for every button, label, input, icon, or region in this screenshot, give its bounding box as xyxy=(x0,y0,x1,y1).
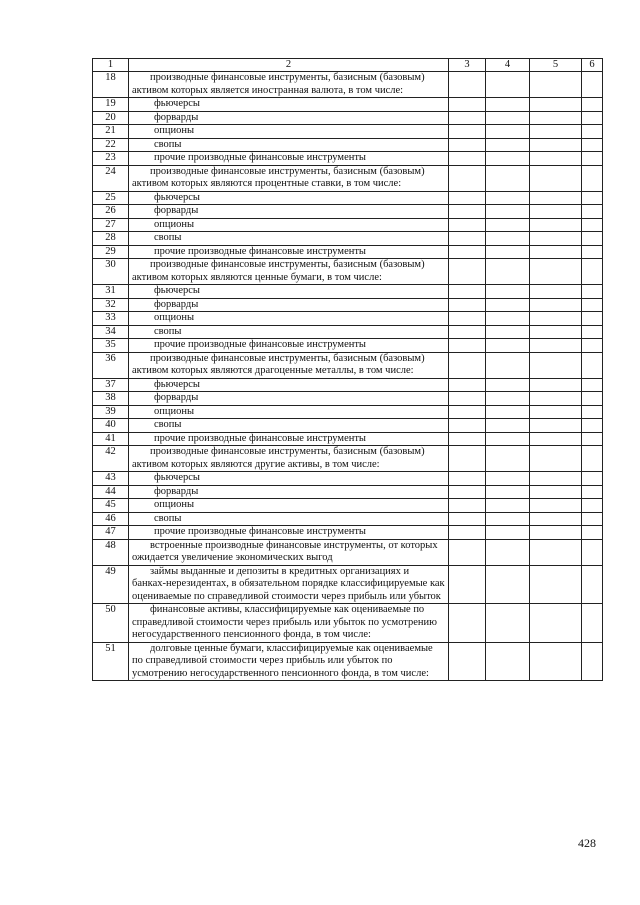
table-row xyxy=(93,72,603,98)
value-cell-col-5 xyxy=(530,191,582,205)
table-row xyxy=(93,152,603,166)
value-cell-col-5 xyxy=(530,232,582,246)
value-cell-col-6 xyxy=(582,111,603,125)
row-description: опционы xyxy=(129,405,449,419)
table-row xyxy=(93,392,603,406)
table-row xyxy=(93,512,603,526)
header-col-1: 1 xyxy=(93,59,129,72)
table-row xyxy=(93,232,603,246)
value-cell-col-3 xyxy=(449,152,486,166)
value-cell-col-5 xyxy=(530,565,582,604)
row-number: 22 xyxy=(93,138,129,152)
value-cell-col-5 xyxy=(530,152,582,166)
table-row xyxy=(93,565,603,604)
table-row xyxy=(93,285,603,299)
value-cell-col-6 xyxy=(582,218,603,232)
value-cell-col-5 xyxy=(530,642,582,681)
row-description: прочие производные финансовые инструменты xyxy=(129,245,449,259)
value-cell-col-5 xyxy=(530,98,582,112)
value-cell-col-3 xyxy=(449,352,486,378)
value-cell-col-4 xyxy=(486,298,530,312)
value-cell-col-5 xyxy=(530,419,582,433)
value-cell-col-3 xyxy=(449,539,486,565)
value-cell-col-3 xyxy=(449,565,486,604)
row-number: 23 xyxy=(93,152,129,166)
row-number: 24 xyxy=(93,165,129,191)
value-cell-col-5 xyxy=(530,352,582,378)
table-row xyxy=(93,472,603,486)
row-description: финансовые активы, классифицируемые как оцениваемые по справедливой стоимости через прибыль или убыток по усмотрению негосударственного пенсионного фонда, в том числе: xyxy=(129,604,449,643)
row-number: 43 xyxy=(93,472,129,486)
row-description: встроенные производные финансовые инструменты, от которых ожидается увеличение экономических выгод xyxy=(129,539,449,565)
value-cell-col-3 xyxy=(449,232,486,246)
table-row xyxy=(93,352,603,378)
document-table xyxy=(92,58,603,681)
value-cell-col-5 xyxy=(530,298,582,312)
table-row xyxy=(93,205,603,219)
row-description: долговые ценные бумаги, классифицируемые как оцениваемые по справедливой стоимости через прибыль или убыток по усмотрению негосударственного пенсионного фонда, в том числе: xyxy=(129,642,449,681)
value-cell-col-4 xyxy=(486,232,530,246)
value-cell-col-6 xyxy=(582,72,603,98)
header-col-6: 6 xyxy=(582,59,603,72)
table-row xyxy=(93,432,603,446)
row-description: форварды xyxy=(129,485,449,499)
value-cell-col-4 xyxy=(486,378,530,392)
row-description: прочие производные финансовые инструменты xyxy=(129,432,449,446)
row-description: форварды xyxy=(129,298,449,312)
value-cell-col-3 xyxy=(449,472,486,486)
value-cell-col-4 xyxy=(486,405,530,419)
value-cell-col-4 xyxy=(486,165,530,191)
row-description: свопы xyxy=(129,138,449,152)
row-number: 29 xyxy=(93,245,129,259)
row-number: 35 xyxy=(93,339,129,353)
value-cell-col-3 xyxy=(449,512,486,526)
value-cell-col-4 xyxy=(486,312,530,326)
value-cell-col-6 xyxy=(582,604,603,643)
value-cell-col-6 xyxy=(582,405,603,419)
row-number: 33 xyxy=(93,312,129,326)
value-cell-col-6 xyxy=(582,232,603,246)
row-number: 41 xyxy=(93,432,129,446)
header-col-4: 4 xyxy=(486,59,530,72)
value-cell-col-5 xyxy=(530,539,582,565)
value-cell-col-3 xyxy=(449,642,486,681)
row-number: 46 xyxy=(93,512,129,526)
value-cell-col-6 xyxy=(582,298,603,312)
table-row xyxy=(93,312,603,326)
row-number: 45 xyxy=(93,499,129,513)
row-number: 28 xyxy=(93,232,129,246)
table-row xyxy=(93,325,603,339)
row-number: 44 xyxy=(93,485,129,499)
value-cell-col-6 xyxy=(582,138,603,152)
table-row xyxy=(93,111,603,125)
table-row xyxy=(93,526,603,540)
value-cell-col-6 xyxy=(582,191,603,205)
value-cell-col-4 xyxy=(486,245,530,259)
value-cell-col-5 xyxy=(530,218,582,232)
value-cell-col-5 xyxy=(530,111,582,125)
table-row xyxy=(93,125,603,139)
table-row xyxy=(93,98,603,112)
value-cell-col-6 xyxy=(582,472,603,486)
value-cell-col-3 xyxy=(449,485,486,499)
value-cell-col-5 xyxy=(530,138,582,152)
row-description: опционы xyxy=(129,312,449,326)
row-number: 38 xyxy=(93,392,129,406)
value-cell-col-5 xyxy=(530,312,582,326)
value-cell-col-3 xyxy=(449,98,486,112)
table-row xyxy=(93,245,603,259)
row-description: фьючерсы xyxy=(129,472,449,486)
row-number: 18 xyxy=(93,72,129,98)
row-number: 47 xyxy=(93,526,129,540)
value-cell-col-6 xyxy=(582,432,603,446)
value-cell-col-6 xyxy=(582,165,603,191)
row-description: фьючерсы xyxy=(129,191,449,205)
row-description: свопы xyxy=(129,419,449,433)
row-description: форварды xyxy=(129,205,449,219)
value-cell-col-3 xyxy=(449,111,486,125)
value-cell-col-4 xyxy=(486,642,530,681)
value-cell-col-5 xyxy=(530,446,582,472)
row-description: прочие производные финансовые инструменты xyxy=(129,526,449,540)
value-cell-col-4 xyxy=(486,392,530,406)
row-description: фьючерсы xyxy=(129,98,449,112)
row-number: 40 xyxy=(93,419,129,433)
value-cell-col-6 xyxy=(582,499,603,513)
row-number: 25 xyxy=(93,191,129,205)
row-number: 49 xyxy=(93,565,129,604)
row-number: 37 xyxy=(93,378,129,392)
value-cell-col-5 xyxy=(530,378,582,392)
header-col-5: 5 xyxy=(530,59,582,72)
header-col-2: 2 xyxy=(129,59,449,72)
row-description: свопы xyxy=(129,232,449,246)
row-number: 42 xyxy=(93,446,129,472)
table-body xyxy=(93,59,603,681)
row-description: форварды xyxy=(129,111,449,125)
table-row xyxy=(93,339,603,353)
value-cell-col-5 xyxy=(530,512,582,526)
value-cell-col-4 xyxy=(486,138,530,152)
table-row xyxy=(93,191,603,205)
row-description: производные финансовые инструменты, базисным (базовым) активом которых являются ценные бумаги, в том числе: xyxy=(129,259,449,285)
value-cell-col-4 xyxy=(486,191,530,205)
value-cell-col-6 xyxy=(582,446,603,472)
value-cell-col-6 xyxy=(582,312,603,326)
row-number: 21 xyxy=(93,125,129,139)
row-description: свопы xyxy=(129,512,449,526)
row-description: производные финансовые инструменты, базисным (базовым) активом которых являются другие активы, в том числе: xyxy=(129,446,449,472)
value-cell-col-4 xyxy=(486,446,530,472)
page-number: 428 xyxy=(578,836,596,850)
row-number: 20 xyxy=(93,111,129,125)
table-row xyxy=(93,165,603,191)
table-row xyxy=(93,138,603,152)
row-description: прочие производные финансовые инструменты xyxy=(129,339,449,353)
row-number: 36 xyxy=(93,352,129,378)
value-cell-col-4 xyxy=(486,111,530,125)
value-cell-col-5 xyxy=(530,604,582,643)
value-cell-col-5 xyxy=(530,245,582,259)
table-row xyxy=(93,642,603,681)
row-description: производные финансовые инструменты, базисным (базовым) активом которых являются процентные ставки, в том числе: xyxy=(129,165,449,191)
value-cell-col-3 xyxy=(449,499,486,513)
value-cell-col-6 xyxy=(582,245,603,259)
row-number: 26 xyxy=(93,205,129,219)
row-description: свопы xyxy=(129,325,449,339)
value-cell-col-6 xyxy=(582,352,603,378)
table-row xyxy=(93,499,603,513)
value-cell-col-4 xyxy=(486,526,530,540)
value-cell-col-4 xyxy=(486,152,530,166)
value-cell-col-3 xyxy=(449,432,486,446)
value-cell-col-6 xyxy=(582,642,603,681)
row-number: 27 xyxy=(93,218,129,232)
value-cell-col-5 xyxy=(530,325,582,339)
value-cell-col-6 xyxy=(582,392,603,406)
value-cell-col-4 xyxy=(486,604,530,643)
table-row xyxy=(93,218,603,232)
table-row xyxy=(93,419,603,433)
value-cell-col-3 xyxy=(449,419,486,433)
value-cell-col-5 xyxy=(530,339,582,353)
value-cell-col-3 xyxy=(449,325,486,339)
value-cell-col-6 xyxy=(582,419,603,433)
value-cell-col-3 xyxy=(449,604,486,643)
value-cell-col-3 xyxy=(449,392,486,406)
value-cell-col-5 xyxy=(530,485,582,499)
value-cell-col-4 xyxy=(486,499,530,513)
value-cell-col-4 xyxy=(486,325,530,339)
value-cell-col-3 xyxy=(449,245,486,259)
table-row xyxy=(93,259,603,285)
value-cell-col-4 xyxy=(486,472,530,486)
header-row xyxy=(93,59,603,72)
value-cell-col-3 xyxy=(449,259,486,285)
value-cell-col-6 xyxy=(582,152,603,166)
value-cell-col-3 xyxy=(449,526,486,540)
row-number: 32 xyxy=(93,298,129,312)
value-cell-col-5 xyxy=(530,72,582,98)
row-description: опционы xyxy=(129,218,449,232)
value-cell-col-5 xyxy=(530,499,582,513)
value-cell-col-5 xyxy=(530,165,582,191)
table-row xyxy=(93,539,603,565)
table-row xyxy=(93,485,603,499)
header-col-3: 3 xyxy=(449,59,486,72)
value-cell-col-3 xyxy=(449,298,486,312)
row-description: опционы xyxy=(129,125,449,139)
row-description: производные финансовые инструменты, базисным (базовым) активом которых являются драгоценные металлы, в том числе: xyxy=(129,352,449,378)
value-cell-col-4 xyxy=(486,352,530,378)
row-number: 48 xyxy=(93,539,129,565)
value-cell-col-6 xyxy=(582,259,603,285)
value-cell-col-6 xyxy=(582,98,603,112)
value-cell-col-5 xyxy=(530,125,582,139)
row-number: 51 xyxy=(93,642,129,681)
value-cell-col-5 xyxy=(530,526,582,540)
table-row xyxy=(93,378,603,392)
value-cell-col-3 xyxy=(449,205,486,219)
value-cell-col-4 xyxy=(486,539,530,565)
value-cell-col-6 xyxy=(582,378,603,392)
value-cell-col-3 xyxy=(449,312,486,326)
row-description: фьючерсы xyxy=(129,378,449,392)
value-cell-col-4 xyxy=(486,339,530,353)
row-description: опционы xyxy=(129,499,449,513)
value-cell-col-3 xyxy=(449,138,486,152)
value-cell-col-4 xyxy=(486,218,530,232)
row-description: фьючерсы xyxy=(129,285,449,299)
value-cell-col-6 xyxy=(582,325,603,339)
value-cell-col-6 xyxy=(582,285,603,299)
value-cell-col-3 xyxy=(449,405,486,419)
row-description: форварды xyxy=(129,392,449,406)
value-cell-col-4 xyxy=(486,432,530,446)
value-cell-col-3 xyxy=(449,125,486,139)
value-cell-col-5 xyxy=(530,392,582,406)
value-cell-col-4 xyxy=(486,72,530,98)
value-cell-col-5 xyxy=(530,432,582,446)
value-cell-col-4 xyxy=(486,259,530,285)
row-number: 19 xyxy=(93,98,129,112)
value-cell-col-4 xyxy=(486,98,530,112)
value-cell-col-5 xyxy=(530,259,582,285)
row-description: займы выданные и депозиты в кредитных организациях и банках-нерезидентах, в обязательном порядке классифицируемые как оцениваемые по справедливой стоимости через прибыль или убыток xyxy=(129,565,449,604)
row-number: 30 xyxy=(93,259,129,285)
value-cell-col-6 xyxy=(582,512,603,526)
value-cell-col-3 xyxy=(449,218,486,232)
value-cell-col-4 xyxy=(486,565,530,604)
value-cell-col-3 xyxy=(449,165,486,191)
table-row xyxy=(93,405,603,419)
value-cell-col-3 xyxy=(449,191,486,205)
row-number: 31 xyxy=(93,285,129,299)
value-cell-col-3 xyxy=(449,72,486,98)
value-cell-col-6 xyxy=(582,125,603,139)
value-cell-col-3 xyxy=(449,378,486,392)
value-cell-col-4 xyxy=(486,419,530,433)
value-cell-col-4 xyxy=(486,512,530,526)
value-cell-col-5 xyxy=(530,205,582,219)
value-cell-col-4 xyxy=(486,125,530,139)
value-cell-col-5 xyxy=(530,405,582,419)
value-cell-col-6 xyxy=(582,539,603,565)
value-cell-col-6 xyxy=(582,339,603,353)
table-row xyxy=(93,604,603,643)
value-cell-col-4 xyxy=(486,205,530,219)
value-cell-col-6 xyxy=(582,485,603,499)
row-number: 39 xyxy=(93,405,129,419)
value-cell-col-4 xyxy=(486,485,530,499)
row-number: 34 xyxy=(93,325,129,339)
row-number: 50 xyxy=(93,604,129,643)
value-cell-col-3 xyxy=(449,446,486,472)
row-description: производные финансовые инструменты, базисным (базовым) активом которых является иностранная валюта, в том числе: xyxy=(129,72,449,98)
table-row xyxy=(93,298,603,312)
value-cell-col-3 xyxy=(449,339,486,353)
value-cell-col-5 xyxy=(530,285,582,299)
value-cell-col-3 xyxy=(449,285,486,299)
value-cell-col-6 xyxy=(582,526,603,540)
value-cell-col-4 xyxy=(486,285,530,299)
value-cell-col-5 xyxy=(530,472,582,486)
row-description: прочие производные финансовые инструменты xyxy=(129,152,449,166)
value-cell-col-6 xyxy=(582,565,603,604)
value-cell-col-6 xyxy=(582,205,603,219)
table-row xyxy=(93,446,603,472)
